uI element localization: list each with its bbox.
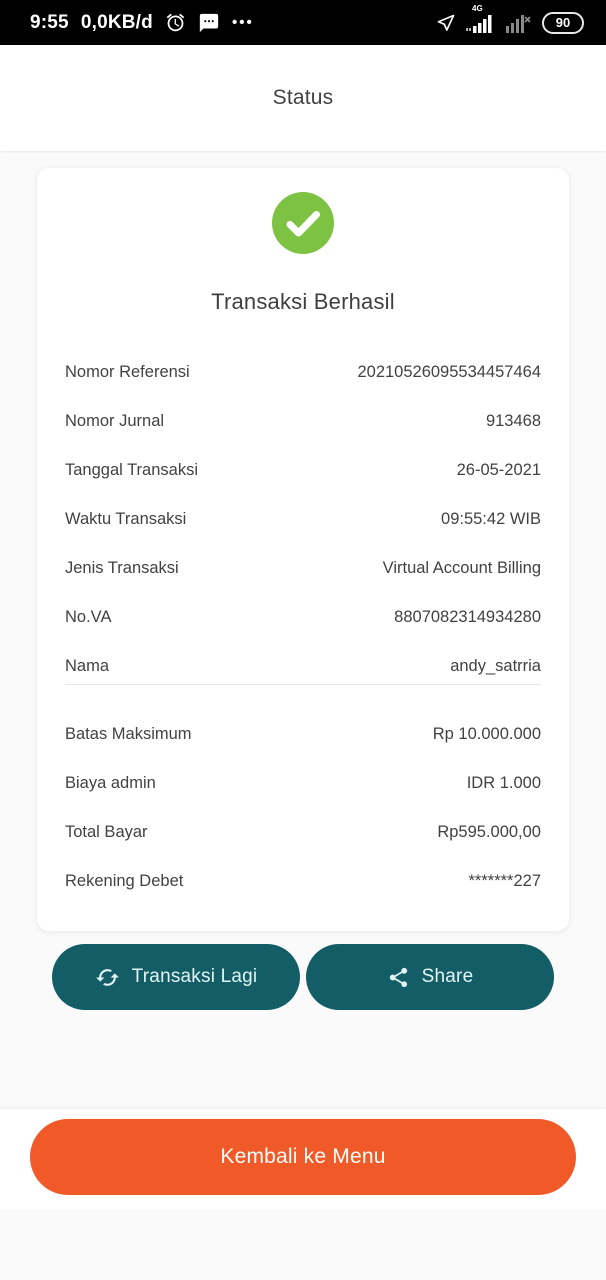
- transaction-status-title: Transaksi Berhasil: [211, 289, 395, 314]
- row-value: Rp595.000,00: [437, 823, 541, 841]
- detail-row: [65, 608, 541, 627]
- detail-rows: [65, 363, 541, 676]
- row-label: Tanggal Transaksi: [65, 461, 198, 479]
- row-label: Nama: [65, 657, 110, 675]
- summary-row: [65, 774, 541, 793]
- section-divider: [65, 684, 541, 685]
- row-value: 20210526095534457464: [357, 363, 541, 381]
- share-label: Share: [421, 966, 474, 987]
- detail-row: [65, 461, 541, 480]
- row-value: 913468: [485, 412, 541, 430]
- clock-time: 9:55: [30, 11, 69, 33]
- transaction-receipt-card: [37, 168, 569, 931]
- transaksi-lagi-button[interactable]: [52, 944, 300, 1010]
- row-label: Nomor Jurnal: [65, 412, 165, 430]
- sms-icon: [198, 12, 220, 34]
- detail-row: [65, 510, 541, 529]
- share-icon: [387, 966, 410, 989]
- bottom-bar: [0, 1109, 606, 1209]
- signal-primary-icon: [466, 3, 496, 33]
- summary-row: [65, 872, 541, 891]
- row-value: andy_satrria: [450, 657, 541, 675]
- summary-row: [65, 725, 541, 744]
- detail-row: [65, 363, 541, 382]
- row-label: Waktu Transaksi: [65, 510, 187, 528]
- row-value: Rp 10.000.000: [432, 725, 541, 743]
- row-label: Nomor Referensi: [65, 363, 190, 381]
- main-content: [0, 151, 606, 1081]
- check-circle-icon: [272, 192, 334, 259]
- row-label: Batas Maksimum: [65, 725, 192, 743]
- detail-row: [65, 559, 541, 578]
- footer-space: [0, 1209, 606, 1280]
- row-value: *******227: [468, 872, 541, 890]
- row-label: No.VA: [65, 608, 112, 626]
- refresh-icon: [95, 965, 120, 990]
- row-label: Jenis Transaksi: [65, 559, 179, 577]
- network-type-label: 4G: [472, 3, 483, 13]
- row-value: 26-05-2021: [456, 461, 541, 479]
- summary-rows: [65, 725, 541, 891]
- row-label: Total Bayar: [65, 823, 148, 841]
- page-title: Status: [272, 86, 334, 109]
- transaksi-lagi-label: Transaksi Lagi: [131, 966, 258, 987]
- action-buttons: [52, 944, 554, 1010]
- share-button[interactable]: [306, 944, 554, 1010]
- status-bar: [0, 0, 606, 45]
- battery-percent: 90: [555, 15, 571, 30]
- battery-icon: [542, 12, 584, 34]
- app-header: [0, 45, 606, 151]
- row-value: 09:55:42 WIB: [441, 510, 541, 528]
- row-label: Rekening Debet: [65, 872, 184, 890]
- send-location-icon: [436, 13, 456, 33]
- row-value: 8807082314934280: [394, 608, 541, 626]
- alarm-icon: [165, 12, 186, 33]
- row-label: Biaya admin: [65, 774, 156, 792]
- data-rate: 0,0KB/d: [80, 11, 153, 33]
- detail-row: [65, 412, 541, 431]
- signal-secondary-off-icon: [506, 13, 532, 33]
- summary-row: [65, 823, 541, 842]
- row-value: Virtual Account Billing: [382, 559, 541, 577]
- detail-row: [65, 657, 541, 676]
- row-value: IDR 1.000: [466, 774, 541, 792]
- kembali-ke-menu-button[interactable]: Kembali ke Menu: [30, 1119, 576, 1195]
- status-overflow-dots: •••: [231, 14, 254, 31]
